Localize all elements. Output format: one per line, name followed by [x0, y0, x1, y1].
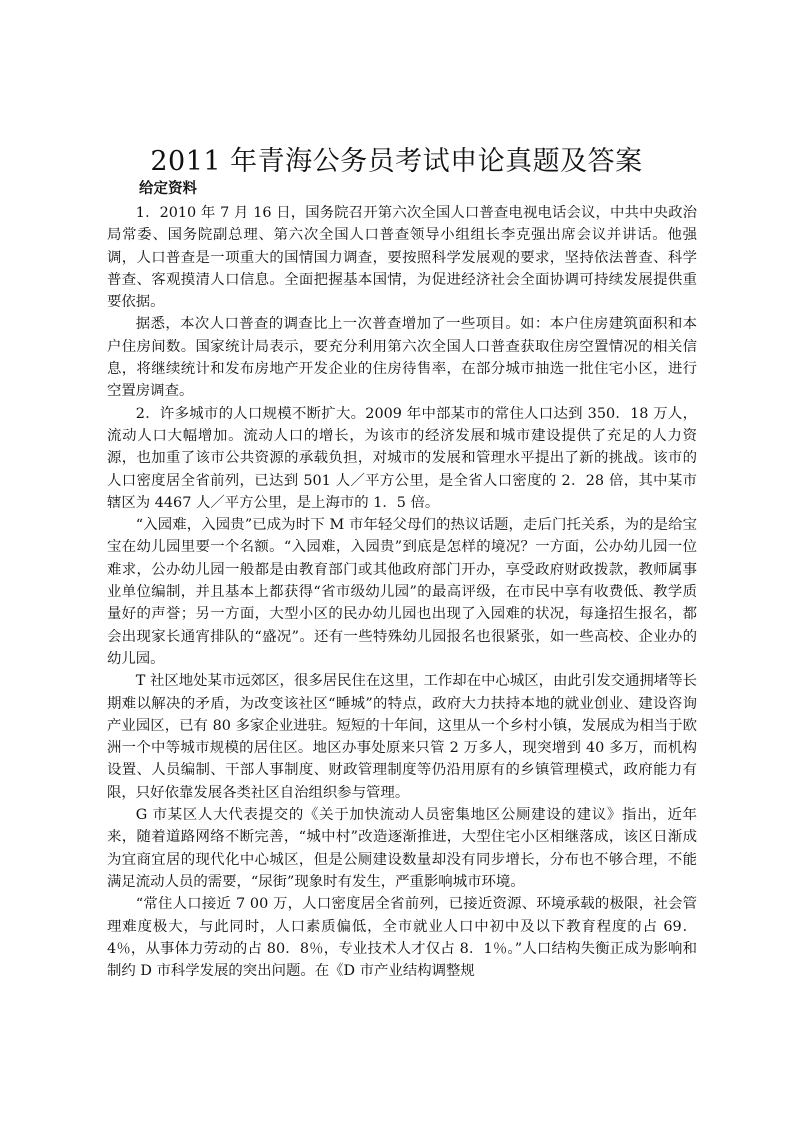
paragraph-4: “入园难，入园贵”已成为时下 M 市年轻父母们的热议话题，走后门托关系，为的是给宝宝在幼儿园里要一个名额。“入园难，入园贵”到底是怎样的境况？一方面，公办幼儿园一位难求，公办幼儿园一般都是由教育部门或其他政府部门开办，享受政府财政拨款，教师属事业单位编制，并且基本上都获得“省市级幼儿园”的最高评级，在市民中享有收费低、教学质量好的声誉；另一方面，大型小区的民办幼儿园也出现了入园难的状况，每逢招生报名，都会出现家长通宵排队的“盛况”。还有一些特殊幼儿园报名也很紧张，如一些高校、企业办的幼儿园。 [107, 517, 697, 667]
document-body [107, 202, 697, 982]
paragraph-1: 1．2010 年 7 月 16 日，国务院召开第六次全国人口普查电视电话会议，中共中央政治局常委、国务院副总理、第六次全国人口普查领导小组组长李克强出席会议并讲话。他强调，人口普查是一项重大的国情国力调查，要按照科学发展观的要求，坚持依法普查、科学普查、客观摸清人口信息。全面把握基本国情，为促进经济社会全面协调可持续发展提供重要依据。 [107, 205, 697, 311]
document-title: 2011 年青海公务员考试申论真题及答案 [150, 146, 643, 177]
section-heading: 给定资料 [139, 181, 197, 197]
paragraph-5: T 社区地处某市远郊区，很多居民住在这里，工作却在中心城区，由此引发交通拥堵等长期难以解决的矛盾，为改变该社区“睡城”的特点，政府大力扶持本地的就业创业、建设咨询产业园区，已有 80 多家企业进驻。短短的十年间，这里从一个乡村小镇，发展成为相当于欧洲一个中等城市规模的居住区。地区办事处原来只管 2 万多人，现突增到 40 多万，而机构设置、人员编制、干部人事制度、财政管理制度等仍沿用原有的乡镇管理模式，政府能力有限，只好依靠发展各类社区自治组织参与管理。 [107, 673, 697, 801]
paragraph-6: G 市某区人大代表提交的《关于加快流动人员密集地区公厕建设的建议》指出，近年来，随着道路网络不断完善，“城中村”改造逐渐推进，大型住宅小区相继落成，该区日渐成为宜商宜居的现代化中心城区，但是公厕建设数量却没有同步增长，分布也不够合理，不能满足流动人员的需要，“尿街”现象时有发生，严重影响城市环境。 [107, 807, 697, 890]
paragraph-3: 2．许多城市的人口规模不断扩大。2009 年中部某市的常住人口达到 350．18 万人，流动人口大幅增加。流动人口的增长，为该市的经济发展和城市建设提供了充足的人力资源，也加重了该市公共资源的承载负担，对城市的发展和管理水平提出了新的挑战。该市的人口密度居全省前列，已达到 501 人／平方公里，是全省人口密度的 2．28 倍，其中某市辖区为 4467 人／平方公里，是上海市的 1．5 倍。 [107, 405, 697, 511]
paragraph-7: “常住人口接近 7 00 万，人口密度居全省前列，已接近资源、环境承载的极限，社会管理难度极大，与此同时，人口素质偏低，全市就业人口中初中及以下教育程度的占 69．4％，从事体力劳动的占 80．8％，专业技术人才仅占 8．1％。”人口结构失衡正成为影响和制约 D 市科学发展的突出问题。在《D 市产业结构调整规 [107, 896, 697, 980]
paragraph-2: 据悉，本次人口普查的调查比上一次普查增加了一些项目。如：本户住房建筑面积和本户住房间数。国家统计局表示，要充分利用第六次全国人口普查获取住房空置情况的相关信息，将继续统计和发布房地产开发企业的住房待售率，在部分城市抽选一批住宅小区，进行空置房调查。 [107, 316, 697, 400]
